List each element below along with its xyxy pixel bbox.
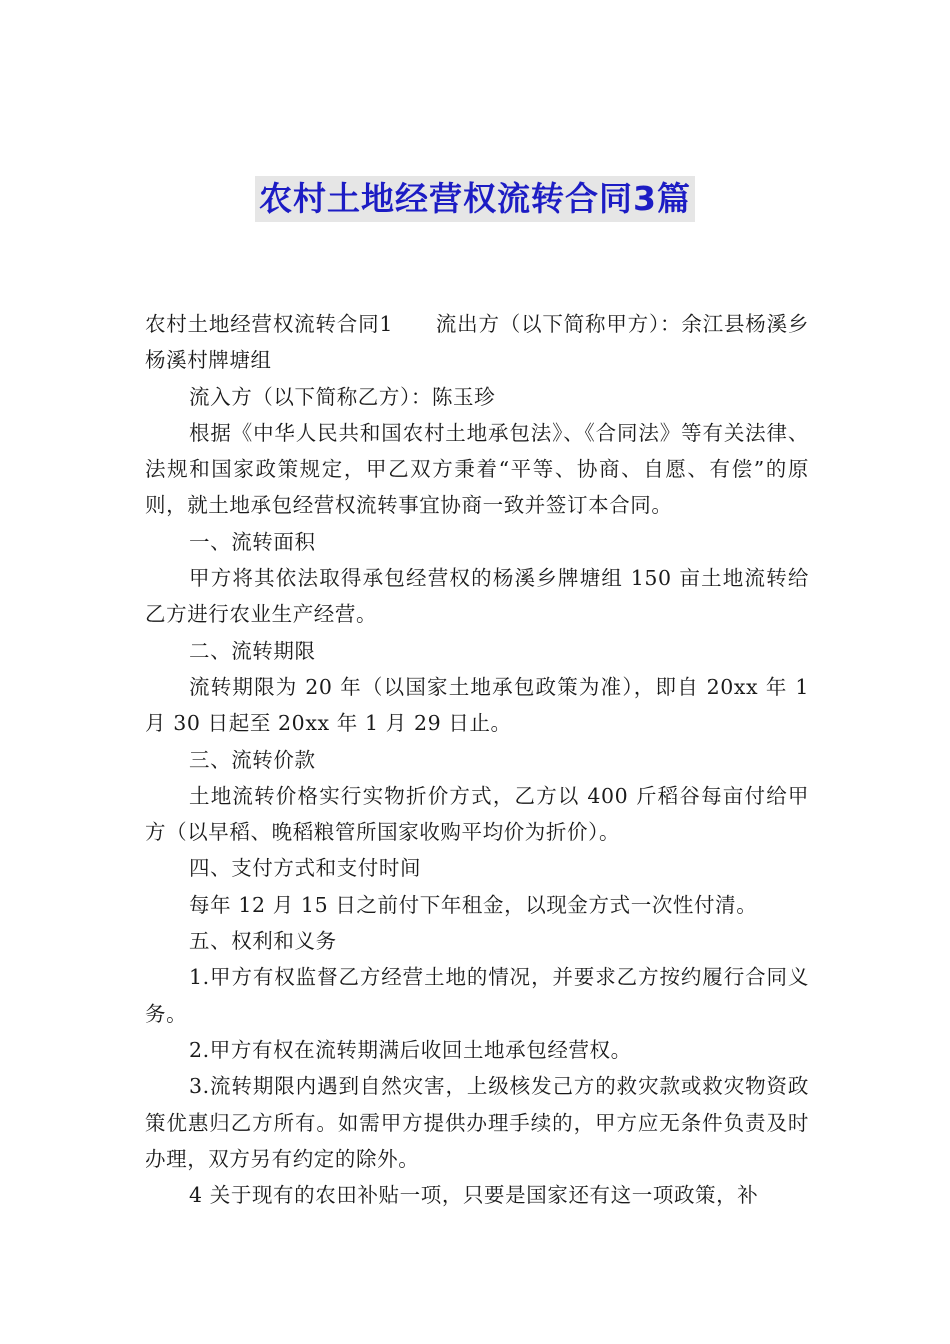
paragraph-right-2: 2.甲方有权在流转期满后收回土地承包经营权。 (189, 1037, 632, 1062)
title-area (0, 176, 950, 222)
document-body (145, 306, 809, 1213)
paragraph-area: 甲方将其依法取得承包经营权的杨溪乡牌塘组 150 亩土地流转给乙方进行农业生产经营。 (145, 566, 809, 627)
section-heading-area: 一、流转面积 (189, 529, 316, 554)
section-heading-payment: 四、支付方式和支付时间 (189, 856, 422, 881)
paragraph-term: 流转期限为 20 年（以国家土地承包政策为准），即自 20xx 年 1 月 30 日起至 20xx 年 1 月 29 日止。 (145, 674, 809, 736)
paragraph-basis: 根据《中华人民共和国农村土地承包法》、《合同法》等有关法律、法规和国家政策规定，甲乙双方秉着“平等、协商、自愿、有偿”的原则，就土地承包经营权流转事宜协商一致并签订本合同。 (145, 420, 809, 518)
paragraph-party-b: 流入方（以下简称乙方）：陈玉珍 (189, 384, 496, 409)
section-heading-term: 二、流转期限 (189, 638, 316, 663)
paragraph-price: 土地流转价格实行实物折价方式，乙方以 400 斤稻谷每亩付给甲方（以早稻、晚稻粮管所国家收购平均价为折价）。 (145, 783, 809, 845)
document-title: 农村土地经营权流转合同3篇 (255, 176, 695, 222)
paragraph-payment: 每年 12 月 15 日之前付下年租金，以现金方式一次性付清。 (189, 892, 758, 917)
paragraph-intro: 农村土地经营权流转合同1 流出方（以下简称甲方）：余江县杨溪乡杨溪村牌塘组 (145, 312, 809, 373)
section-heading-rights: 五、权利和义务 (189, 929, 337, 954)
section-heading-price: 三、流转价款 (189, 747, 316, 772)
paragraph-right-3: 3.流转期限内遇到自然灾害，上级核发己方的救灾款或救灾物资政策优惠归乙方所有。如需甲方提供办理手续的，甲方应无条件负责及时办理，双方另有约定的除外。 (145, 1074, 809, 1171)
paragraph-right-1: 1.甲方有权监督乙方经营土地的情况，并要求乙方按约履行合同义务。 (145, 965, 809, 1026)
paragraph-right-4: 4 关于现有的农田补贴一项，只要是国家还有这一项政策，补 (189, 1183, 759, 1208)
